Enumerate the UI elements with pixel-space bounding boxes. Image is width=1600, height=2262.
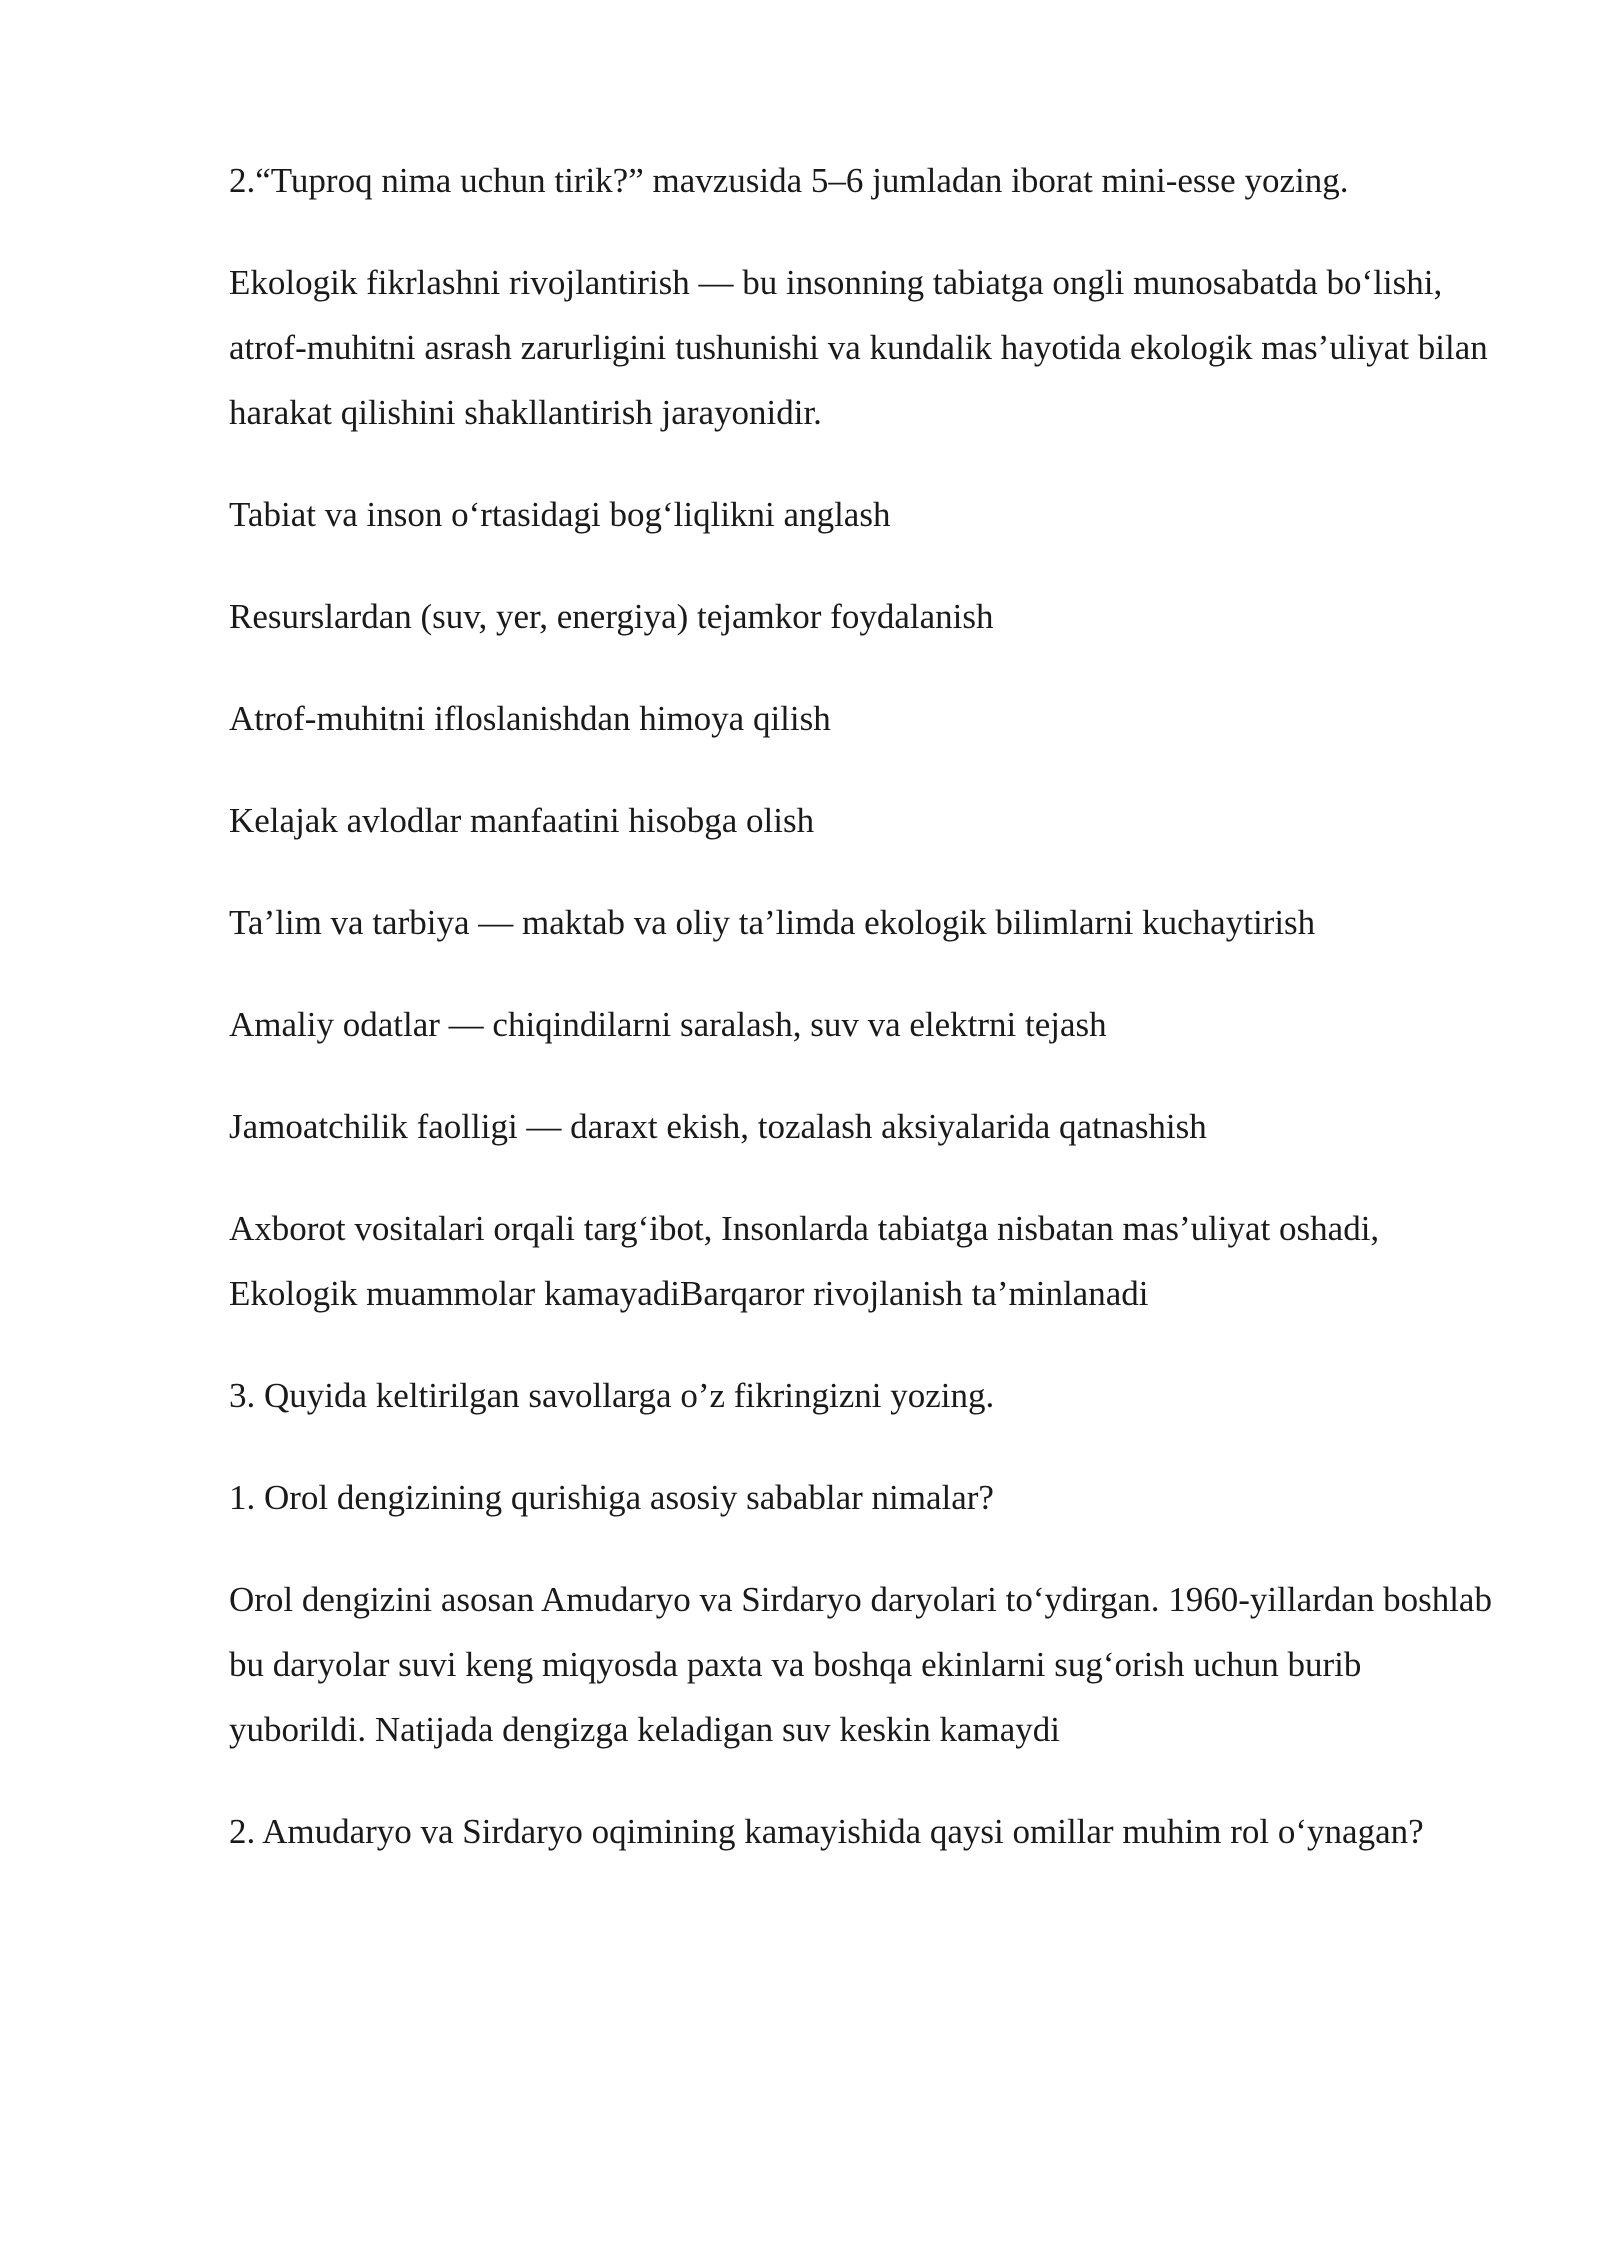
point-media-outcomes: Axborot vositalari orqali targ‘ibot, Insonlarda tabiatga nisbatan mas’uliyat oshadi, Ekologik muammolar kamayadiBarqaror rivojlanish ta’minlanadi bbox=[229, 1209, 1380, 1313]
question-2: 2. Amudaryo va Sirdaryo oqimining kamayishida qaysi omillar muhim rol o‘ynagan? bbox=[229, 1812, 1424, 1851]
document-body bbox=[229, 148, 1499, 1901]
point-practical-habits: Amaliy odatlar — chiqindilarni saralash, suv va elektrni tejash bbox=[229, 1005, 1107, 1044]
answer-1: Orol dengizini asosan Amudaryo va Sirdaryo daryolari to‘ydirgan. 1960-yillardan boshlab bu daryolar suvi keng miqyosda paxta va boshqa ekinlarni sug‘orish uchun burib yuborildi. Natijada dengizga keladigan suv keskin kamaydi bbox=[229, 1580, 1492, 1749]
point-future-generations: Kelajak avlodlar manfaatini hisobga olish bbox=[229, 801, 815, 840]
point-public-activity: Jamoatchilik faolligi — daraxt ekish, tozalash aksiyalarida qatnashish bbox=[229, 1107, 1207, 1146]
question-1: 1. Orol dengizining qurishiga asosiy sabablar nimalar? bbox=[229, 1478, 994, 1517]
point-nature-human-link: Tabiat va inson o‘rtasidagi bog‘liqlikni anglash bbox=[229, 495, 891, 534]
point-resource-saving: Resurslardan (suv, yer, energiya) tejamkor foydalanish bbox=[229, 597, 994, 636]
point-pollution-protection: Atrof-muhitni ifloslanishdan himoya qilish bbox=[229, 699, 831, 738]
point-education: Ta’lim va tarbiya — maktab va oliy ta’limda ekologik bilimlarni kuchaytirish bbox=[229, 903, 1316, 942]
definition-paragraph: Ekologik fikrlashni rivojlantirish — bu insonning tabiatga ongli munosabatda bo‘lishi, atrof-muhitni asrash zarurligini tushunishi va kundalik hayotida ekologik mas’uliyat bilan harakat qilishini shakllantirish jarayonidir. bbox=[229, 263, 1488, 432]
essay-task-heading: 2.“Tuproq nima uchun tirik?” mavzusida 5–6 jumladan iborat mini-esse yozing. bbox=[229, 161, 1349, 200]
task-3-heading: 3. Quyida keltirilgan savollarga o’z fikringizni yozing. bbox=[229, 1376, 995, 1415]
